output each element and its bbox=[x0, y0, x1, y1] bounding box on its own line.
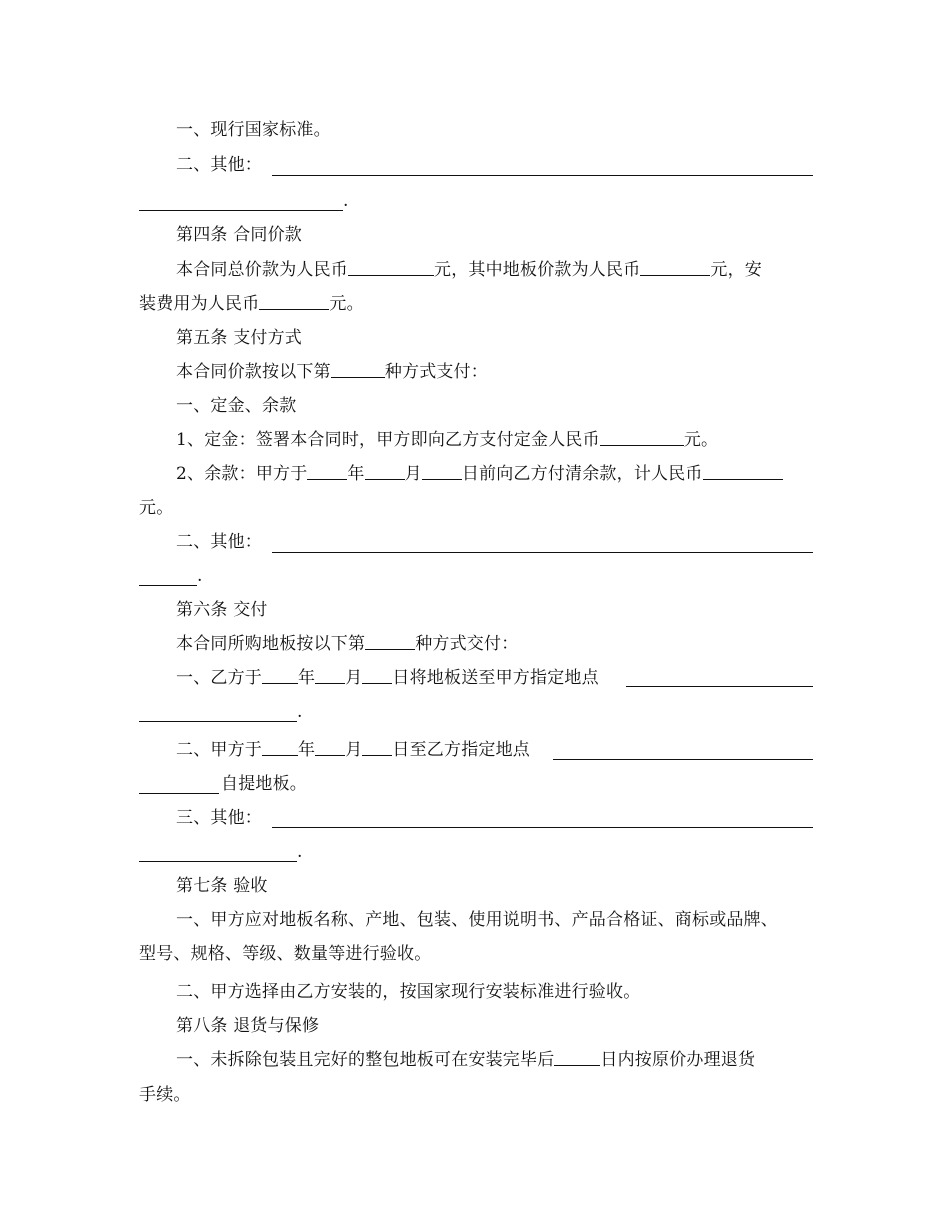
fill-blank-line bbox=[139, 210, 343, 211]
clause-line: 型号、规格、等级、数量等进行验收。 bbox=[139, 944, 432, 964]
clause-line: 1、定金：签署本合同时，甲方即向乙方支付定金人民币 元。 bbox=[176, 430, 719, 450]
fill-blank-line bbox=[272, 175, 813, 176]
clause-line: 一、未拆除包装且完好的整包地板可在安装完毕后 日内按原价办理退货 bbox=[176, 1050, 756, 1070]
fill-blank bbox=[315, 739, 345, 756]
text: 一、现行国家标准。 bbox=[176, 120, 331, 140]
clause-line: 手续。 bbox=[139, 1085, 191, 1105]
period: . bbox=[343, 191, 349, 211]
clause-line: 二、其他： bbox=[176, 532, 262, 552]
period: . bbox=[297, 842, 303, 862]
fill-blank-line bbox=[139, 861, 297, 862]
clause-line: 本合同所购地板按以下第 种方式交付： bbox=[176, 634, 519, 654]
fill-blank bbox=[365, 633, 415, 650]
fill-blank bbox=[331, 361, 385, 378]
fill-blank bbox=[640, 259, 710, 276]
clause-line: 自提地板。 bbox=[221, 774, 307, 794]
article-heading: 第六条 交付 bbox=[176, 600, 268, 620]
clause-line: 本合同总价款为人民币 元，其中地板价款为人民币 元，安 bbox=[176, 260, 763, 280]
text: 二、其他： bbox=[176, 155, 262, 175]
fill-blank bbox=[365, 463, 405, 480]
article-heading: 第七条 验收 bbox=[176, 876, 268, 896]
clause-line: 二、甲方于 年 月 日至乙方指定地点 bbox=[176, 740, 531, 760]
fill-blank bbox=[348, 259, 434, 276]
fill-blank-line bbox=[139, 793, 219, 794]
period: . bbox=[197, 566, 203, 586]
fill-blank bbox=[554, 1049, 600, 1066]
clause-line: 本合同价款按以下第 种方式支付： bbox=[176, 362, 489, 382]
clause-line: 2、余款：甲方于 年 月 日前向乙方付清余款，计人民币 bbox=[176, 462, 816, 486]
fill-blank-line bbox=[626, 686, 813, 687]
fill-blank-line bbox=[139, 721, 297, 722]
fill-blank bbox=[307, 463, 347, 480]
clause-line bbox=[176, 118, 816, 142]
clause-line: 装费用为人民币 元。 bbox=[139, 294, 364, 314]
fill-blank bbox=[315, 667, 345, 684]
fill-blank bbox=[259, 293, 329, 310]
clause-line: 元。 bbox=[139, 498, 174, 518]
article-heading: 第五条 支付方式 bbox=[176, 328, 303, 348]
fill-blank-line bbox=[272, 827, 813, 828]
fill-blank bbox=[262, 739, 298, 756]
fill-blank-line bbox=[272, 552, 813, 553]
fill-blank bbox=[262, 667, 298, 684]
clause-line: 三、其他： bbox=[176, 808, 262, 828]
fill-blank bbox=[600, 429, 684, 446]
period: . bbox=[297, 702, 303, 722]
clause-line: 一、乙方于 年 月 日将地板送至甲方指定地点 bbox=[176, 668, 599, 688]
fill-blank bbox=[362, 739, 392, 756]
fill-blank-line bbox=[553, 759, 813, 760]
fill-blank bbox=[703, 463, 783, 480]
clause-line: 二、甲方选择由乙方安装的，按国家现行安装标准进行验收。 bbox=[176, 982, 641, 1002]
fill-blank bbox=[362, 667, 392, 684]
article-heading: 第四条 合同价款 bbox=[176, 225, 303, 245]
clause-line: 一、甲方应对地板名称、产地、包装、使用说明书、产品合格证、商标或品牌、 bbox=[176, 910, 778, 930]
article-heading: 第八条 退货与保修 bbox=[176, 1016, 320, 1036]
clause-line: 一、定金、余款 bbox=[176, 396, 297, 416]
fill-blank-line bbox=[139, 585, 197, 586]
clause-line bbox=[176, 153, 816, 177]
fill-blank bbox=[422, 463, 462, 480]
